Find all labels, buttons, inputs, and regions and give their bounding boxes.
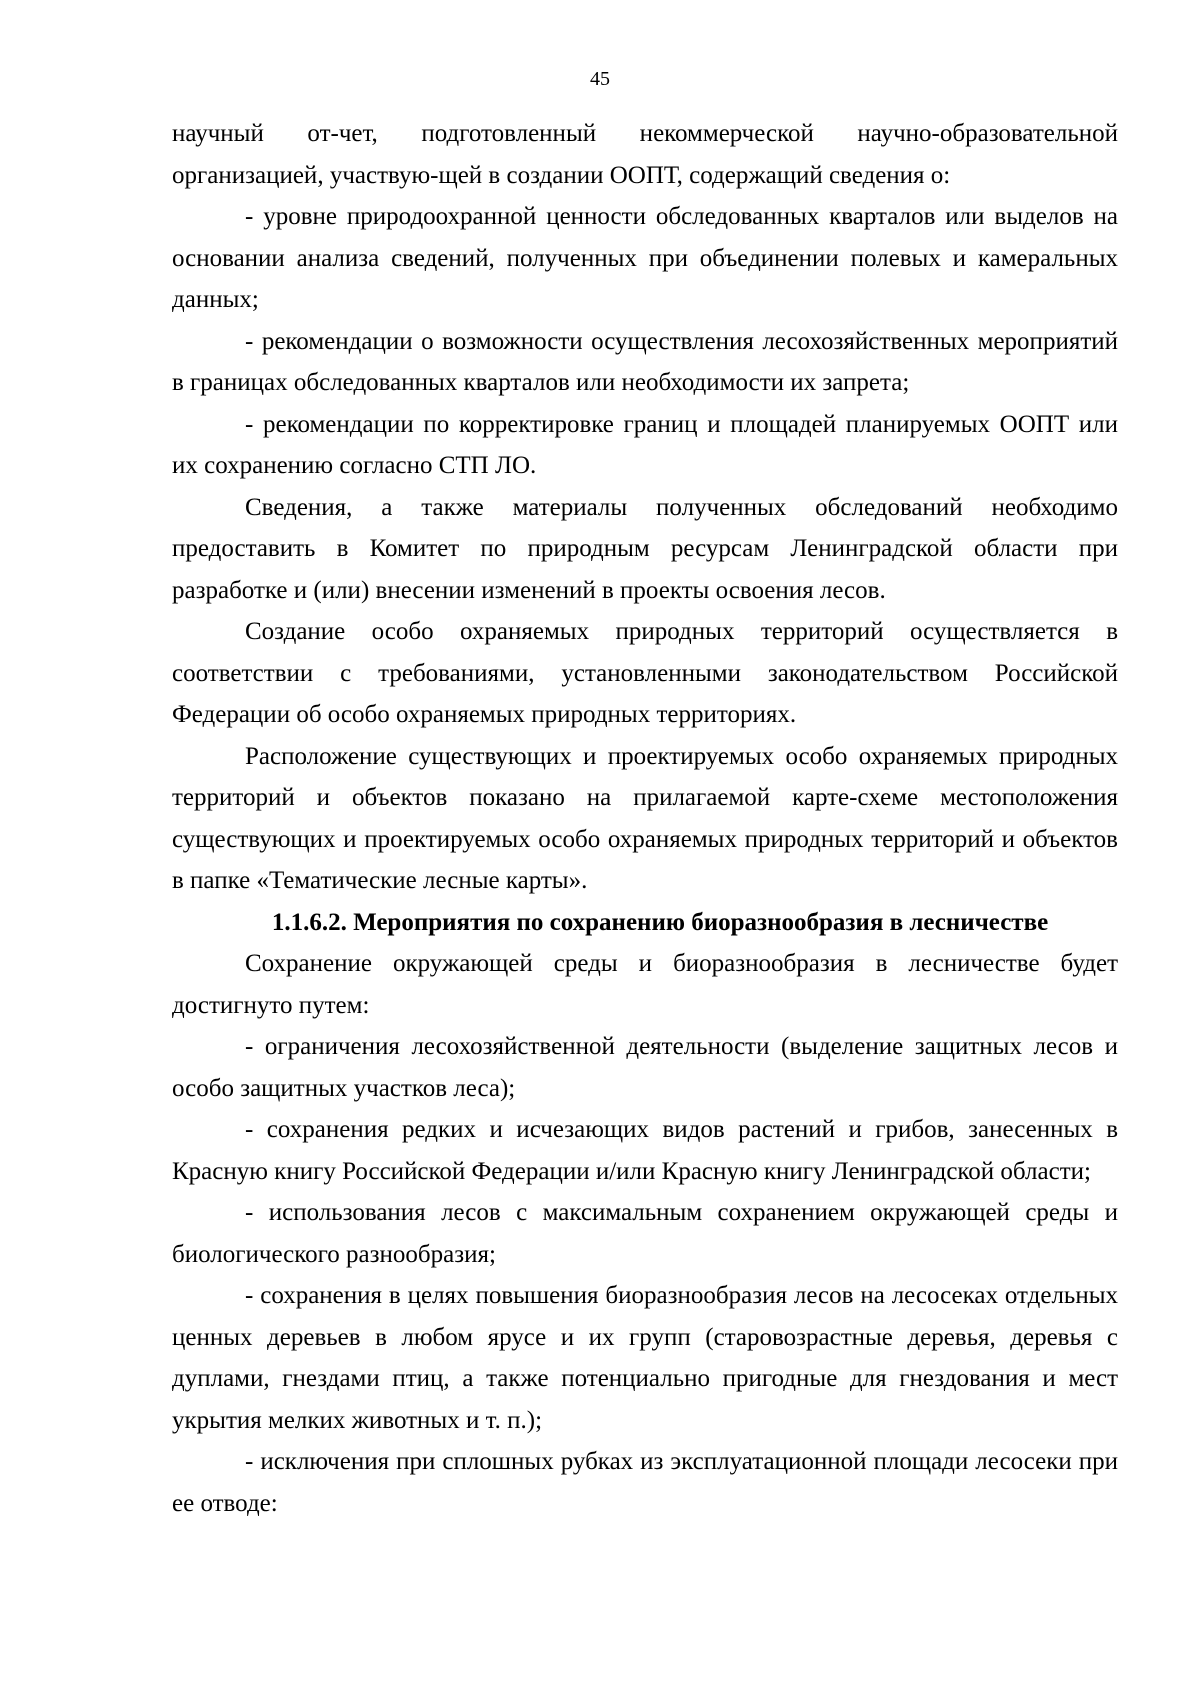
page-number: 45 — [590, 68, 610, 90]
list-item-forest-use: - использования лесов с максимальным сохранением окружающей среды и биологического разнообразия; — [172, 1199, 1118, 1268]
list-item-conservation-value: - уровне природоохранной ценности обследованных кварталов или выделов на основании анализа сведений, полученных при объединении полевых и камеральных данных; — [172, 203, 1118, 313]
paragraph-submission: Сведения, а также материалы полученных обследований необходимо предоставить в Комитет по природным ресурсам Ленинградской области при разработке и (или) внесении изменений в проекты освоения лесов. — [172, 493, 1118, 604]
list-item-rare-species: - сохранения редких и исчезающих видов растений и грибов, занесенных в Красную книгу Российской Федерации и/или Красную книгу Ленинградской области; — [172, 1116, 1118, 1185]
list-item-forestry-recommendations: - рекомендации о возможности осуществления лесохозяйственных мероприятий в границах обследованных кварталов или необходимости их запрета; — [172, 327, 1118, 396]
paragraph-location: Расположение существующих и проектируемых особо охраняемых природных территорий и объектов показано на прилагаемой карте-схеме местоположения существующих и проектируемых особо охраняемых природных территорий и объектов в папке «Тематические лесные карты». — [172, 742, 1118, 894]
list-item-clearcut-exclusions: - исключения при сплошных рубках из эксплуатационной площади лесосеки при ее отводе: — [172, 1448, 1118, 1517]
list-item-valuable-trees: - сохранения в целях повышения биоразнообразия лесов на лесосеках отдельных ценных деревьев в любом ярусе и их групп (старовозрастные деревья, деревья с дуплами, гнездами птиц, а также потенциально пригодные для гнездования и мест укрытия мелких животных и т. п.); — [172, 1282, 1118, 1434]
list-item-boundary-recommendations: - рекомендации по корректировке границ и площадей планируемых ООПТ или их сохранению согласно СТП ЛО. — [172, 410, 1118, 479]
document-body — [172, 113, 1118, 1524]
paragraph-biodiversity-intro: Сохранение окружающей среды и биоразнообразия в лесничестве будет достигнуто путем: — [172, 950, 1118, 1019]
section-heading: 1.1.6.2. Мероприятия по сохранению биоразнообразия в лесничестве — [271, 908, 1049, 936]
list-item-activity-limits: - ограничения лесохозяйственной деятельности (выделение защитных лесов и особо защитных участков леса); — [172, 1033, 1118, 1102]
paragraph-report-intro: научный от-чет, подготовленный некоммерческой научно-образовательной организацией, участвую-щей в создании ООПТ, содержащий сведения о: — [172, 120, 1118, 189]
paragraph-creation: Создание особо охраняемых природных территорий осуществляется в соответствии с требованиями, установленными законодательством Российской Федерации об особо охраняемых природных территориях. — [172, 618, 1118, 728]
